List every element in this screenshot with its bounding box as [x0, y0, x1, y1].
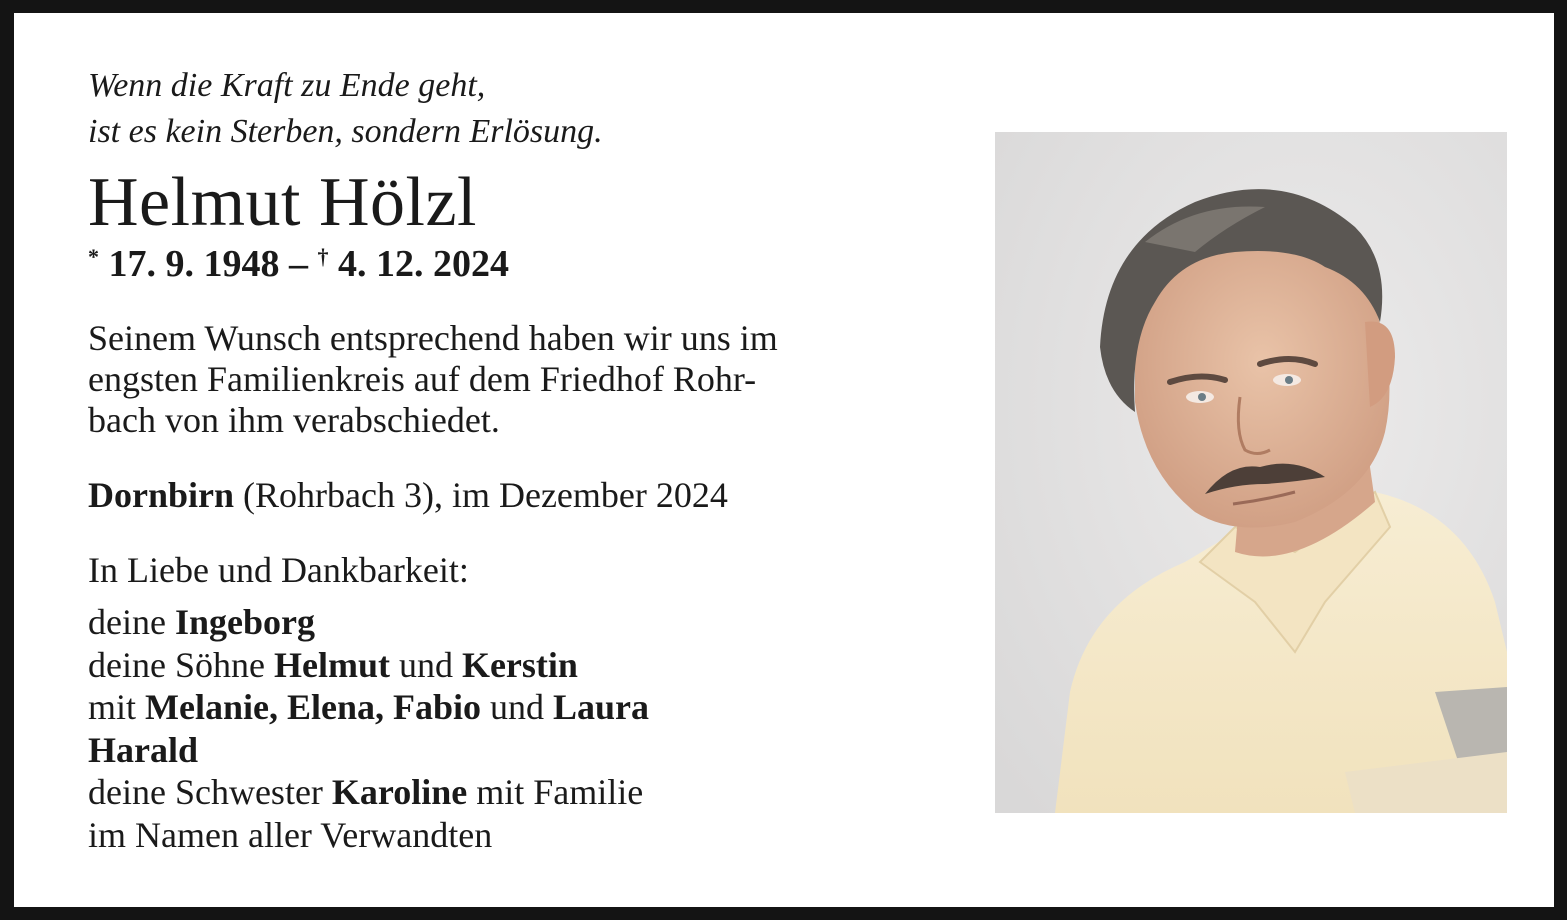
family-name: Ingeborg [174, 602, 315, 642]
death-date: 4. 12. 2024 [338, 243, 509, 285]
family-relation: mit [88, 687, 137, 727]
family-name: Kerstin [461, 644, 578, 685]
death-symbol: † [317, 244, 329, 269]
family-line-2 [88, 644, 948, 687]
farewell-message [88, 318, 940, 441]
place-city: Dornbirn [88, 475, 235, 515]
closing-line: In Liebe und Dankbarkeit: [88, 550, 469, 590]
motto-line-2: ist es kein Sterben, sondern Erlösung. [88, 113, 603, 150]
family-relation: deine [88, 602, 166, 642]
family-line-3 [88, 686, 948, 729]
life-dates [88, 237, 948, 284]
family-list [88, 601, 948, 856]
message-line-2: engsten Familienkreis auf dem Friedhof Rohr- [88, 359, 757, 399]
family-name: Karoline [331, 772, 468, 812]
motto-line-1: Wenn die Kraft zu Ende geht, [88, 67, 486, 104]
obituary-text-column [88, 63, 948, 856]
family-relation: deine Schwester [88, 772, 323, 812]
portrait-photo [995, 132, 1507, 813]
family-line-6 [88, 814, 948, 857]
family-name: Laura [553, 687, 650, 727]
family-name: Melanie, Elena, Fabio [145, 687, 482, 727]
message-line-3: bach von ihm verabschiedet. [88, 400, 500, 440]
family-line-1 [88, 601, 948, 644]
place-detail: (Rohrbach 3), im Dezember 2024 [243, 475, 728, 515]
place-and-date [88, 475, 948, 516]
family-suffix: mit Familie [476, 772, 644, 812]
family-closing: im Namen aller Verwandten [88, 814, 493, 855]
message-line-1: Seinem Wunsch entsprechend haben wir uns im [88, 318, 778, 358]
birth-date: 17. 9. 1948 [108, 243, 280, 285]
family-name: Helmut [273, 644, 390, 685]
motto-quote [88, 63, 948, 155]
date-separator: – [289, 243, 308, 285]
portrait-illustration [995, 132, 1507, 813]
birth-symbol: * [88, 244, 99, 269]
family-conjunction: und [398, 644, 453, 685]
deceased-name: Helmut Hölzl [88, 164, 477, 241]
family-line-5 [88, 771, 948, 814]
family-line-4 [88, 729, 948, 772]
family-name: Harald [88, 729, 199, 770]
family-conjunction: und [490, 687, 545, 727]
family-relation: deine Söhne [88, 644, 265, 685]
